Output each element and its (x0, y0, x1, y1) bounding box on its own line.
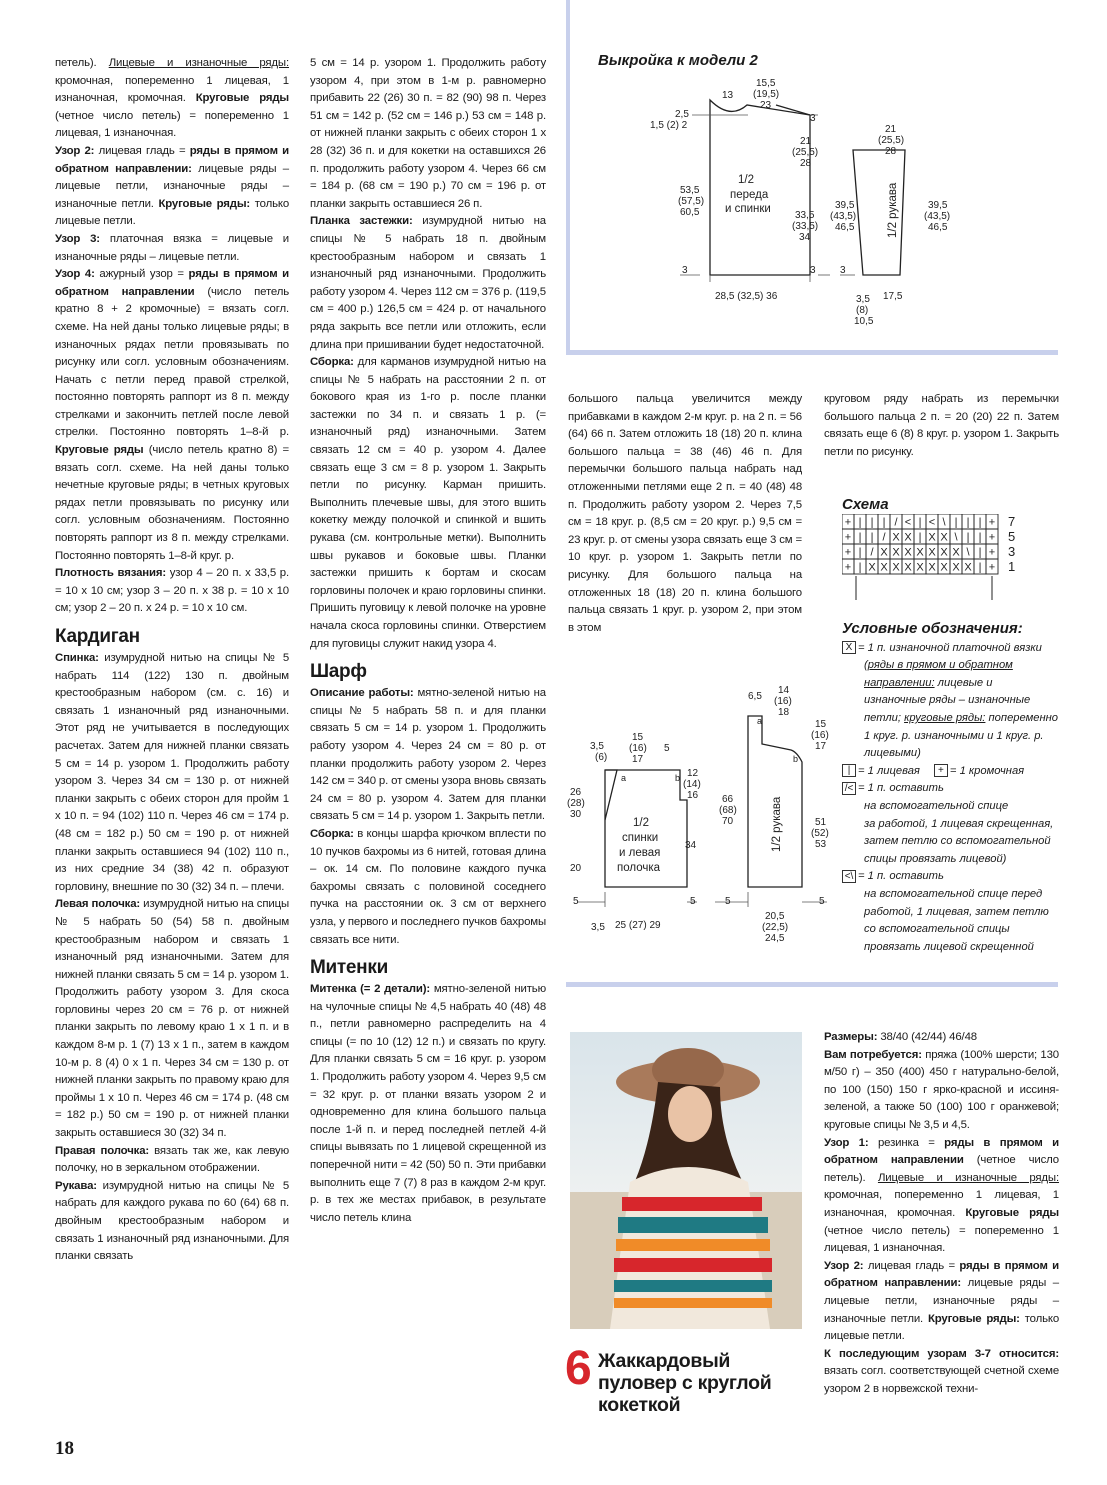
p2-left-15: 1,5 (2) 2 (650, 120, 688, 131)
schema-symbol: + (988, 546, 996, 559)
p2-sl-top-21: 21 (885, 124, 897, 135)
legend-text: = 1 п. оставить (858, 782, 944, 795)
p3-l26: 26 (570, 787, 582, 798)
p3-r16: 16 (687, 790, 699, 801)
p2-left-25: 2,5 (675, 109, 689, 120)
legend-text: провязать лицевой скрещенной (864, 940, 1034, 953)
schema-symbol: | (918, 516, 922, 529)
p2-sl-r1: 39,5 (928, 200, 948, 211)
p2-arm-255: (25,5) (792, 147, 819, 158)
col4-text: круговом ряду набрать из перемычки большого пальца 2 п. = 20 (20) 22 п. Затем связать еще 6 (8) 8 круг. р. узором 1. Закрыть петли по рисунку. (824, 393, 1059, 458)
legend-text: работой, 1 лицевая, затем петлю (864, 905, 1049, 918)
p2-side-605: 60,5 (680, 207, 700, 218)
p2-arm-28: 28 (800, 158, 812, 169)
schema-symbol: | (882, 516, 886, 529)
schema-row-label: 5 (1008, 529, 1016, 544)
pattern-3-diagram (565, 682, 845, 944)
legend-text: направлении: лицевые и (864, 676, 993, 689)
paragraph: Узор 2: лицевая гладь = ряды в прямом и обратном направлении: лицевые ряды – лицевые петли, изнаночные ряды – изнаночные петли. Круговые ряды: только лицевые петли. (824, 1259, 1060, 1343)
col1b-paragraphs (55, 650, 289, 1266)
p3-l30: 30 (570, 809, 582, 820)
schema-symbol: | (870, 531, 874, 544)
p2-sl-b1: 3,5 (856, 294, 870, 305)
p2-three-top: 3 (810, 113, 816, 124)
paragraph: Правая полочка: вязать так же, как левую полочку, но в зеркальном отображении. (55, 1144, 289, 1175)
p2-three-r: 3 (810, 265, 816, 276)
section-heading-cardigan: Кардиган (55, 626, 140, 647)
legend-row (842, 657, 1067, 675)
paragraph: Узор 4: ажурный узор = ряды в прямом и обратном направлении (число петель кратно 8 + 2 кромочные) = вязать согл. схеме. На ней даны только лицевые ряды; в изнаночных рядах петли провязывать по рисунку или согл. условным обозначениям. Начать с петли перед правой стрелкой, постоянно повторять раппорт из 8 п. между стрелками и закончить петлей после левой стрелки. Постоянно повторять 1–8-й р. Круговые ряды (число петель кратно 8) = вязать согл. схеме. На ней даны только нечетные круговые ряды; в четных круговых рядах петли провязывать по рисунку или согл. условным обозначениям. Постоянно повторять раппорт из 8 п. между стрелками. Постоянно повторять 1–8-й круг. р. (55, 268, 289, 562)
schema-symbol: X (880, 546, 888, 559)
p3-s-mark-b: b (793, 754, 799, 764)
p3-s16: (16) (774, 696, 792, 707)
p3-s70: 70 (722, 816, 734, 827)
schema-symbol: | (978, 546, 982, 559)
legend-text: (ряды в прямом и обратном (864, 659, 1013, 672)
model-title-line-3: кокеткой (598, 1394, 681, 1416)
p2-sl-b175: 17,5 (883, 291, 903, 302)
paragraph: Левая полочка: изумрудной нитью на спицы № 5 набрать 50 (54) 58 п. двойным крестообразным набором и связать 1 изнаночный ряд изнаночными. Затем для нижней планки связать 5 см = 14 р. узором 1. Продолжить работу узором 3. Для скоса горловины через 20 см = 76 р. от нижней планки закрыть по левому краю 1 х 1 п. и в каждом 8-м р. 1 (7) 13 х 1 п., затем в каждом 10-м р. 8 (4) 0 х 1 п. Через 34 см = 130 р. от нижней планки закрыть по правому краю для проймы 1 х 10 п. Через 46 см = 174 р. (48 см = 182 р.) 50 см = 190 р. от нижней планки закрыть оставшиеся 30 (32) 34 п. (55, 898, 290, 1140)
schema-title: Схема (842, 496, 889, 513)
legend-row (842, 868, 1067, 886)
legend-text: = 1 кромочная (949, 764, 1025, 777)
paragraph: Узор 3: платочная вязка = лицевые и изнаночные ряды – лицевые петли. (55, 232, 289, 263)
schema-symbol: | (870, 516, 874, 529)
legend-text: = 1 п. изнаночной платочной вязки (858, 641, 1042, 654)
p3-s15: 15 (815, 719, 827, 730)
schema-symbol: | (858, 531, 862, 544)
paragraph: петель). Лицевые и изнаночные ряды: кромочная, попеременно 1 лицевая, 1 изнаночная, кромочная. Круговые ряды (четное число петель) = попеременно 1 лицевая, 1 изнаночная. (55, 57, 289, 140)
legend-text: на вспомогательной спице (864, 799, 1009, 812)
legend-row (842, 798, 1067, 816)
col2b-paragraphs (310, 685, 546, 949)
paragraph: Сборка: в концы шарфа крючком вплести по 10 пучков бахромы из 6 нитей, готовая длина – ок. 14 см. По половине каждого пучка бахромы связать с половиной соседнего пучка на расстоянии ок. 3 см от верхнего узла, у первого и последнего пучков бахромы связать все нити. (310, 827, 546, 946)
p3-r14: (14) (683, 779, 701, 790)
p2-neck-2: (19,5) (753, 89, 780, 100)
model-title-line-1: Жаккардовый (598, 1350, 731, 1372)
schema-symbol: X (928, 546, 936, 559)
legend-row (842, 833, 1067, 851)
section-rule-2 (566, 982, 1058, 987)
p3-s52: (52) (811, 828, 829, 839)
legend-row (842, 921, 1067, 939)
p2-sl-l2: (43,5) (830, 211, 857, 222)
paragraph: Вам потребуется: пряжа (100% шерсти; 130 м/50 г) – 350 (400) 450 г натурально-белой, по 100 (150) 150 г ярко-красной и иссиня-зеленой, а также 50 (100) 100 г оранжевой; круговые спицы № 3,5 и 4,5. (824, 1048, 1059, 1131)
legend-rows (842, 640, 1067, 957)
p2-sleeve-label: 1/2 рукава (887, 182, 899, 238)
legend-text: = 1 лицевая (858, 764, 920, 777)
legend-row (842, 904, 1067, 922)
p3-t5: 5 (664, 743, 670, 754)
p3-s5: 5 (725, 896, 731, 907)
legend-row (842, 728, 1067, 746)
model-photo (570, 1032, 802, 1329)
p2-side-335b: (33,5) (792, 221, 819, 232)
schema-symbol: X (892, 546, 900, 559)
p2-top-13: 13 (722, 90, 734, 101)
legend-text: на вспомогательной спице перед (864, 887, 1043, 900)
schema-symbol: X (868, 561, 876, 574)
schema-symbol: X (904, 561, 912, 574)
paragraph: К последующим узорам 3-7 относится: вязать согл. соответствующей счетной схеме узором 2 в норвежской техни- (824, 1347, 1059, 1395)
p3-s14: 14 (778, 685, 790, 696)
p3-mark-a: a (621, 773, 627, 783)
schema-symbol: \ (954, 531, 958, 544)
legend-text: 1 круг. р. изнаночными и 1 круг. р. (864, 729, 1044, 742)
p3-front2: спинки (622, 832, 659, 844)
legend-row (842, 745, 1067, 763)
legend-title: Условные обозначения: (842, 620, 1023, 637)
schema-symbol: | (978, 561, 982, 574)
col4b-paragraphs (824, 1029, 1059, 1398)
p3-r34: 34 (685, 840, 697, 851)
schema-symbol: / (870, 546, 874, 559)
column-rule (566, 0, 570, 350)
p2-sl-top-28: 28 (885, 146, 897, 157)
col2c-paragraphs (310, 981, 546, 1227)
col1-paragraphs (55, 55, 289, 618)
legend-row (842, 886, 1067, 904)
schema-symbol: X (916, 546, 924, 559)
legend-text: = 1 п. оставить (858, 870, 944, 883)
schema-symbol: + (844, 531, 852, 544)
p3-t35: 3,5 (590, 741, 604, 752)
p3-sb1: 20,5 (765, 911, 785, 922)
schema-symbol: | (954, 516, 958, 529)
legend-symbol-icon: /< (842, 782, 856, 795)
p3-front4: полочка (617, 862, 661, 874)
p3-s51: 51 (815, 817, 827, 828)
paragraph: Узор 1: резинка = ряды в прямом и обратном направлении (четное число петель). Лицевые и изнаночные ряды: кромочная, попеременно 1 лицевая, 1 изнаночная, кромочная. Круговые ряды (четное число петель) = попеременно 1 лицевая, 1 изнаночная. (824, 1136, 1059, 1255)
p3-s66: 66 (722, 794, 734, 805)
paragraph: Митенка (= 2 детали): мятно-зеленой нитью на чулочные спицы № 4,5 набрать 40 (48) 48 п., петли равномерно распределить на 4 спицы (= по 10 (12) 12 п.) и связать по кругу. Для планки связать 5 см = 16 круг. р. узором 1. Продолжить работу узором 4. Через 9,5 см = 32 круг. р. от планки вязать узором 2 и одновременно для клина большого пальца после 1-й п. и перед последней петлей 4-й спицы вывязать по 1 лицевой скрещенной из поперечной нити = 42 (50) 50 п. Эти прибавки выполнить еще 7 (7) 8 раз в каждом 2-м круг. р. в тех же местах прибавок, в результате число петель клина (310, 983, 546, 1224)
legend-symbol-icon: | (842, 764, 856, 777)
legend-row (842, 640, 1067, 658)
p2-bottom: 28,5 (32,5) 36 (715, 291, 778, 302)
p2-arm-21: 21 (800, 136, 812, 147)
schema-symbol: X (928, 531, 936, 544)
legend-row (842, 816, 1067, 834)
p2-body-2: переда (730, 189, 769, 201)
schema-symbol: X (880, 561, 888, 574)
model-number: 6 (565, 1342, 592, 1395)
legend-row (842, 939, 1067, 957)
legend-row (842, 780, 1067, 798)
p2-sl-b2: (8) (856, 305, 869, 316)
p2-neck-3: 23 (760, 100, 772, 111)
p3-r5: 5 (690, 896, 696, 907)
schema-symbol: + (844, 561, 852, 574)
p3-s65: 6,5 (748, 691, 762, 702)
p2-body-3: и спинки (725, 203, 771, 215)
p2-side-34: 34 (799, 232, 811, 243)
p2-sl-r3: 46,5 (928, 222, 948, 233)
schema-symbol: | (858, 546, 862, 559)
p3-sb2: (22,5) (762, 922, 789, 933)
p2-three-s: 3 (840, 265, 846, 276)
legend (842, 620, 1067, 956)
schema-symbol: + (988, 561, 996, 574)
paragraph: Описание работы: мятно-зеленой нитью на спицы № 5 набрать 58 п. и для планки связать 5 см = 14 р. узором 1. Продолжить работу узором 4. Через 24 см = 80 р. от планки продолжить работу узором 2. Через 142 см = 340 р. от смены узора вновь связать 24 см = 80 р. узором 4. Затем для планки связать 5 см = 14 р. узором 1. Закрыть петли. (310, 687, 546, 823)
p3-s18: 18 (778, 707, 790, 718)
legend-edge-symbol-icon: + (934, 764, 948, 777)
p2-sl-r2: (43,5) (924, 211, 951, 222)
p3-bot: 25 (27) 29 (615, 920, 661, 931)
p3-front1: 1/2 (633, 817, 649, 829)
p2-sl-l1: 39,5 (835, 200, 855, 211)
p3-s68: (68) (719, 805, 737, 816)
col3-text: большого пальца увеличится между прибавками в каждом 2-м круг. р. на 2 п. = 56 (64) 66 п. Затем отложить 18 (18) 20 п. клина большого пальца = 38 (46) 46 п. Для перемычки большого пальца набрать над отложенными петлями еще 2 п. = 40 (48) 48 п. Продолжить работу узором 2. Через 7,5 см = 18 круг. р. (8,5 см = 20 круг. р.) 9,5 см = 23 круг. р. от смены узора связать еще 3 см = 10 круг. р. узором 1. Закрыть петли по рисунку. Для большого пальца на отложенных 18 (18) 20 п. клина большого пальца связать 1 круг. р. узором 2, при этом в этом (568, 393, 802, 634)
legend-row (842, 851, 1067, 869)
p3-sb3: 24,5 (765, 933, 785, 944)
paragraph: 5 см = 14 р. узором 1. Продолжить работу узором 4, при этом в 1-м р. равномерно прибавить 22 (26) 30 п. = 82 (90) 98 п. Через 51 см = 142 р. (52 см = 146 р.) 53 см = 148 р. от нижней планки закрыть с обеих сторон 1 х 28 (32) 36 п. и для кокетки на оставшихся 26 п. продолжить работу узором 4. Через 66 см = 184 р. (68 см = 190 р.) 70 см = 196 р. от планки закрыть оставшиеся 26 п. (310, 57, 546, 210)
text-column-2 (310, 55, 546, 1227)
text-column-4 (824, 391, 1059, 461)
p3-t6: (6) (595, 752, 608, 763)
p3-l5: 5 (573, 896, 579, 907)
pattern-2-diagram (640, 70, 960, 332)
paragraph: Планка застежки: изумрудной нитью на спицы № 5 набрать 18 п. двойным крестообразным набором и связать 1 изнаночный ряд изнаночными. Продолжить работу узором 4. Через 112 см = 376 р. (119,5 см = 400 р.) 126,5 см = 424 р. от начального ряда закрыть все петли или отложить, если длина при пришивании будет недостаточной. (310, 215, 546, 351)
p3-t15: 15 (632, 732, 644, 743)
schema-symbol: | (978, 531, 982, 544)
schema-symbol: + (988, 516, 996, 529)
schema-symbol: / (882, 531, 886, 544)
p3-s16b: (16) (811, 730, 829, 741)
schema-symbol: | (918, 531, 922, 544)
section-rule (566, 350, 1058, 355)
schema-symbol: < (904, 516, 912, 529)
section-heading-scarf: Шарф (310, 661, 367, 683)
text-column-4b (824, 1029, 1059, 1398)
schema-symbol: | (966, 516, 970, 529)
legend-text: петли; круговые ряды: попеременно (864, 711, 1059, 724)
legend-text: за работой, 1 лицевая скрещенная, (864, 817, 1054, 830)
p2-side-575: (57,5) (678, 196, 705, 207)
p3-t16: (16) (629, 743, 647, 754)
schema-symbol: X (904, 546, 912, 559)
schema-symbol: + (988, 531, 996, 544)
legend-row (842, 763, 1067, 781)
p3-front3: и левая (619, 847, 661, 859)
legend-text: спицы провязать лицевой) (864, 852, 1007, 865)
paragraph: Размеры: 38/40 (42/44) 46/48 (824, 1031, 977, 1043)
p3-s53: 53 (815, 839, 827, 850)
p2-sl-l3: 46,5 (835, 222, 855, 233)
schema-row-label: 7 (1008, 514, 1016, 529)
schema-symbol: X (892, 561, 900, 574)
p3-l20: 20 (570, 863, 582, 874)
schema-symbol: X (940, 531, 948, 544)
schema-chart (842, 514, 1032, 606)
p3-mark-b: b (675, 773, 681, 783)
schema-symbol: < (928, 516, 936, 529)
p2-sl-top-255: (25,5) (878, 135, 905, 146)
p3-bot35: 3,5 (591, 922, 605, 933)
pattern-2-title: Выкройка к модели 2 (598, 52, 758, 69)
page-number: 18 (55, 1438, 74, 1459)
schema-symbol: | (858, 516, 862, 529)
schema-row-label: 3 (1008, 544, 1016, 559)
schema-symbol: | (966, 531, 970, 544)
p3-r12: 12 (687, 768, 699, 779)
p3-s5r: 5 (819, 896, 825, 907)
p2-neck-1: 15,5 (756, 78, 776, 89)
paragraph: Спинка: изумрудной нитью на спицы № 5 набрать 114 (122) 130 п. двойным крестообразным набором (см. с. 16) и связать 1 изнаночный ряд изнаночными. Этот ряд не учитывается в последующих расчетах. Затем для нижней планки связать 5 см = 14 р. узором 1. Продолжить работу узором 3. Через 34 см = 130 р. от нижней планки закрыть с обеих сторон для пройм 1 х 10 п. = 94 (102) 110 п. Через 46 см = 174 р. (48 см = 182 р.) 50 см = 190 р. от нижней планки закрыть оставшиеся 94 (102) 110 п., из них средние 34 (38) 42 п. образуют горловину, внешние по 30 (32) 34 п. – плечи. (55, 652, 289, 893)
schema-symbol: / (894, 516, 898, 529)
paragraph: Узор 2: лицевая гладь = ряды в прямом и обратном направлении: лицевые ряды – лицевые петли, изнаночные ряды – изнаночные петли. Круговые ряды: только лицевые петли. (55, 144, 290, 228)
p3-s-mark-a: a (757, 716, 763, 726)
text-column-3 (568, 391, 802, 637)
model-title (598, 1350, 771, 1416)
legend-symbol-icon: X (842, 641, 856, 654)
schema-symbol: \ (966, 546, 970, 559)
p2-side-335: 33,5 (795, 210, 815, 221)
schema-symbol: X (940, 546, 948, 559)
schema-symbol: X (940, 561, 948, 574)
text-column-1 (55, 55, 289, 1266)
legend-text: со вспомогательной спицы (864, 923, 1010, 936)
p3-t17: 17 (632, 754, 644, 765)
paragraph: Рукава: изумрудной нитью на спицы № 5 набрать для каждого рукава по 60 (64) 68 п. двойным крестообразным набором и связать 1 изнаночный ряд изнаночными. Для планки связать (55, 1179, 289, 1263)
schema-symbol: | (858, 561, 862, 574)
p2-sl-b3: 10,5 (854, 316, 874, 327)
schema-symbol: X (916, 561, 924, 574)
p2-side-535: 53,5 (680, 185, 700, 196)
col2-paragraphs (310, 55, 546, 653)
schema-symbol: X (928, 561, 936, 574)
legend-symbol-icon: <\ (842, 870, 856, 883)
schema-symbol: X (952, 561, 960, 574)
legend-text: лицевыми) (864, 747, 921, 760)
legend-row (842, 692, 1067, 710)
p3-sleeve: 1/2 рукава (771, 796, 783, 852)
p2-body-1: 1/2 (738, 174, 754, 186)
schema-symbol: | (978, 516, 982, 529)
schema-symbol: X (904, 531, 912, 544)
p2-three-l: 3 (682, 265, 688, 276)
legend-text: затем петлю со вспомогательной (864, 835, 1051, 848)
p3-s17: 17 (815, 741, 827, 752)
legend-row (842, 710, 1067, 728)
legend-text: изнаночные ряды – изнаночные (864, 694, 1031, 707)
schema-symbol: X (964, 561, 972, 574)
schema-symbol: + (844, 516, 852, 529)
schema-symbol: X (892, 531, 900, 544)
schema-symbol: + (844, 546, 852, 559)
legend-row (842, 675, 1067, 693)
schema-symbol: X (952, 546, 960, 559)
p3-l28: (28) (567, 798, 585, 809)
section-heading-mittens: Митенки (310, 957, 388, 979)
schema-symbol: \ (942, 516, 946, 529)
paragraph: Плотность вязания: узор 4 – 20 п. х 33,5 р. = 10 х 10 см; узор 3 – 20 п. х 38 р. = 10 х 10 см; узор 2 – 20 п. х 24 р. = 10 х 10 см. (55, 567, 289, 615)
model-title-line-2: пуловер с круглой (598, 1372, 772, 1394)
paragraph: Сборка: для карманов изумрудной нитью на спицы № 5 набрать на расстоянии 2 п. от бокового края из 1-го р. после планки застежки по 34 п. и связать 1 р. (= изнаночный ряд) изнаночными. Затем связать 12 см = 40 р. узором 4. Далее связать еще 3 см = 8 р. узором 1. Закрыть петли по рисунку. Карман пришить. Выполнить плечевые швы, для этого вшить кокетку между полочкой и спинкой и вшить рукава (см. контрольные метки). Выполнить швы рукавов и боковые швы. Планки застежки пришить к бортам и скосам горловины полочек и краю горловины спинки. Пришить пуговицу к левой полочке на уровне начала скоса горловины спинки. Отверстием для пуговицы служит накид узора 4. (310, 356, 546, 650)
schema-row-label: 1 (1008, 559, 1016, 574)
